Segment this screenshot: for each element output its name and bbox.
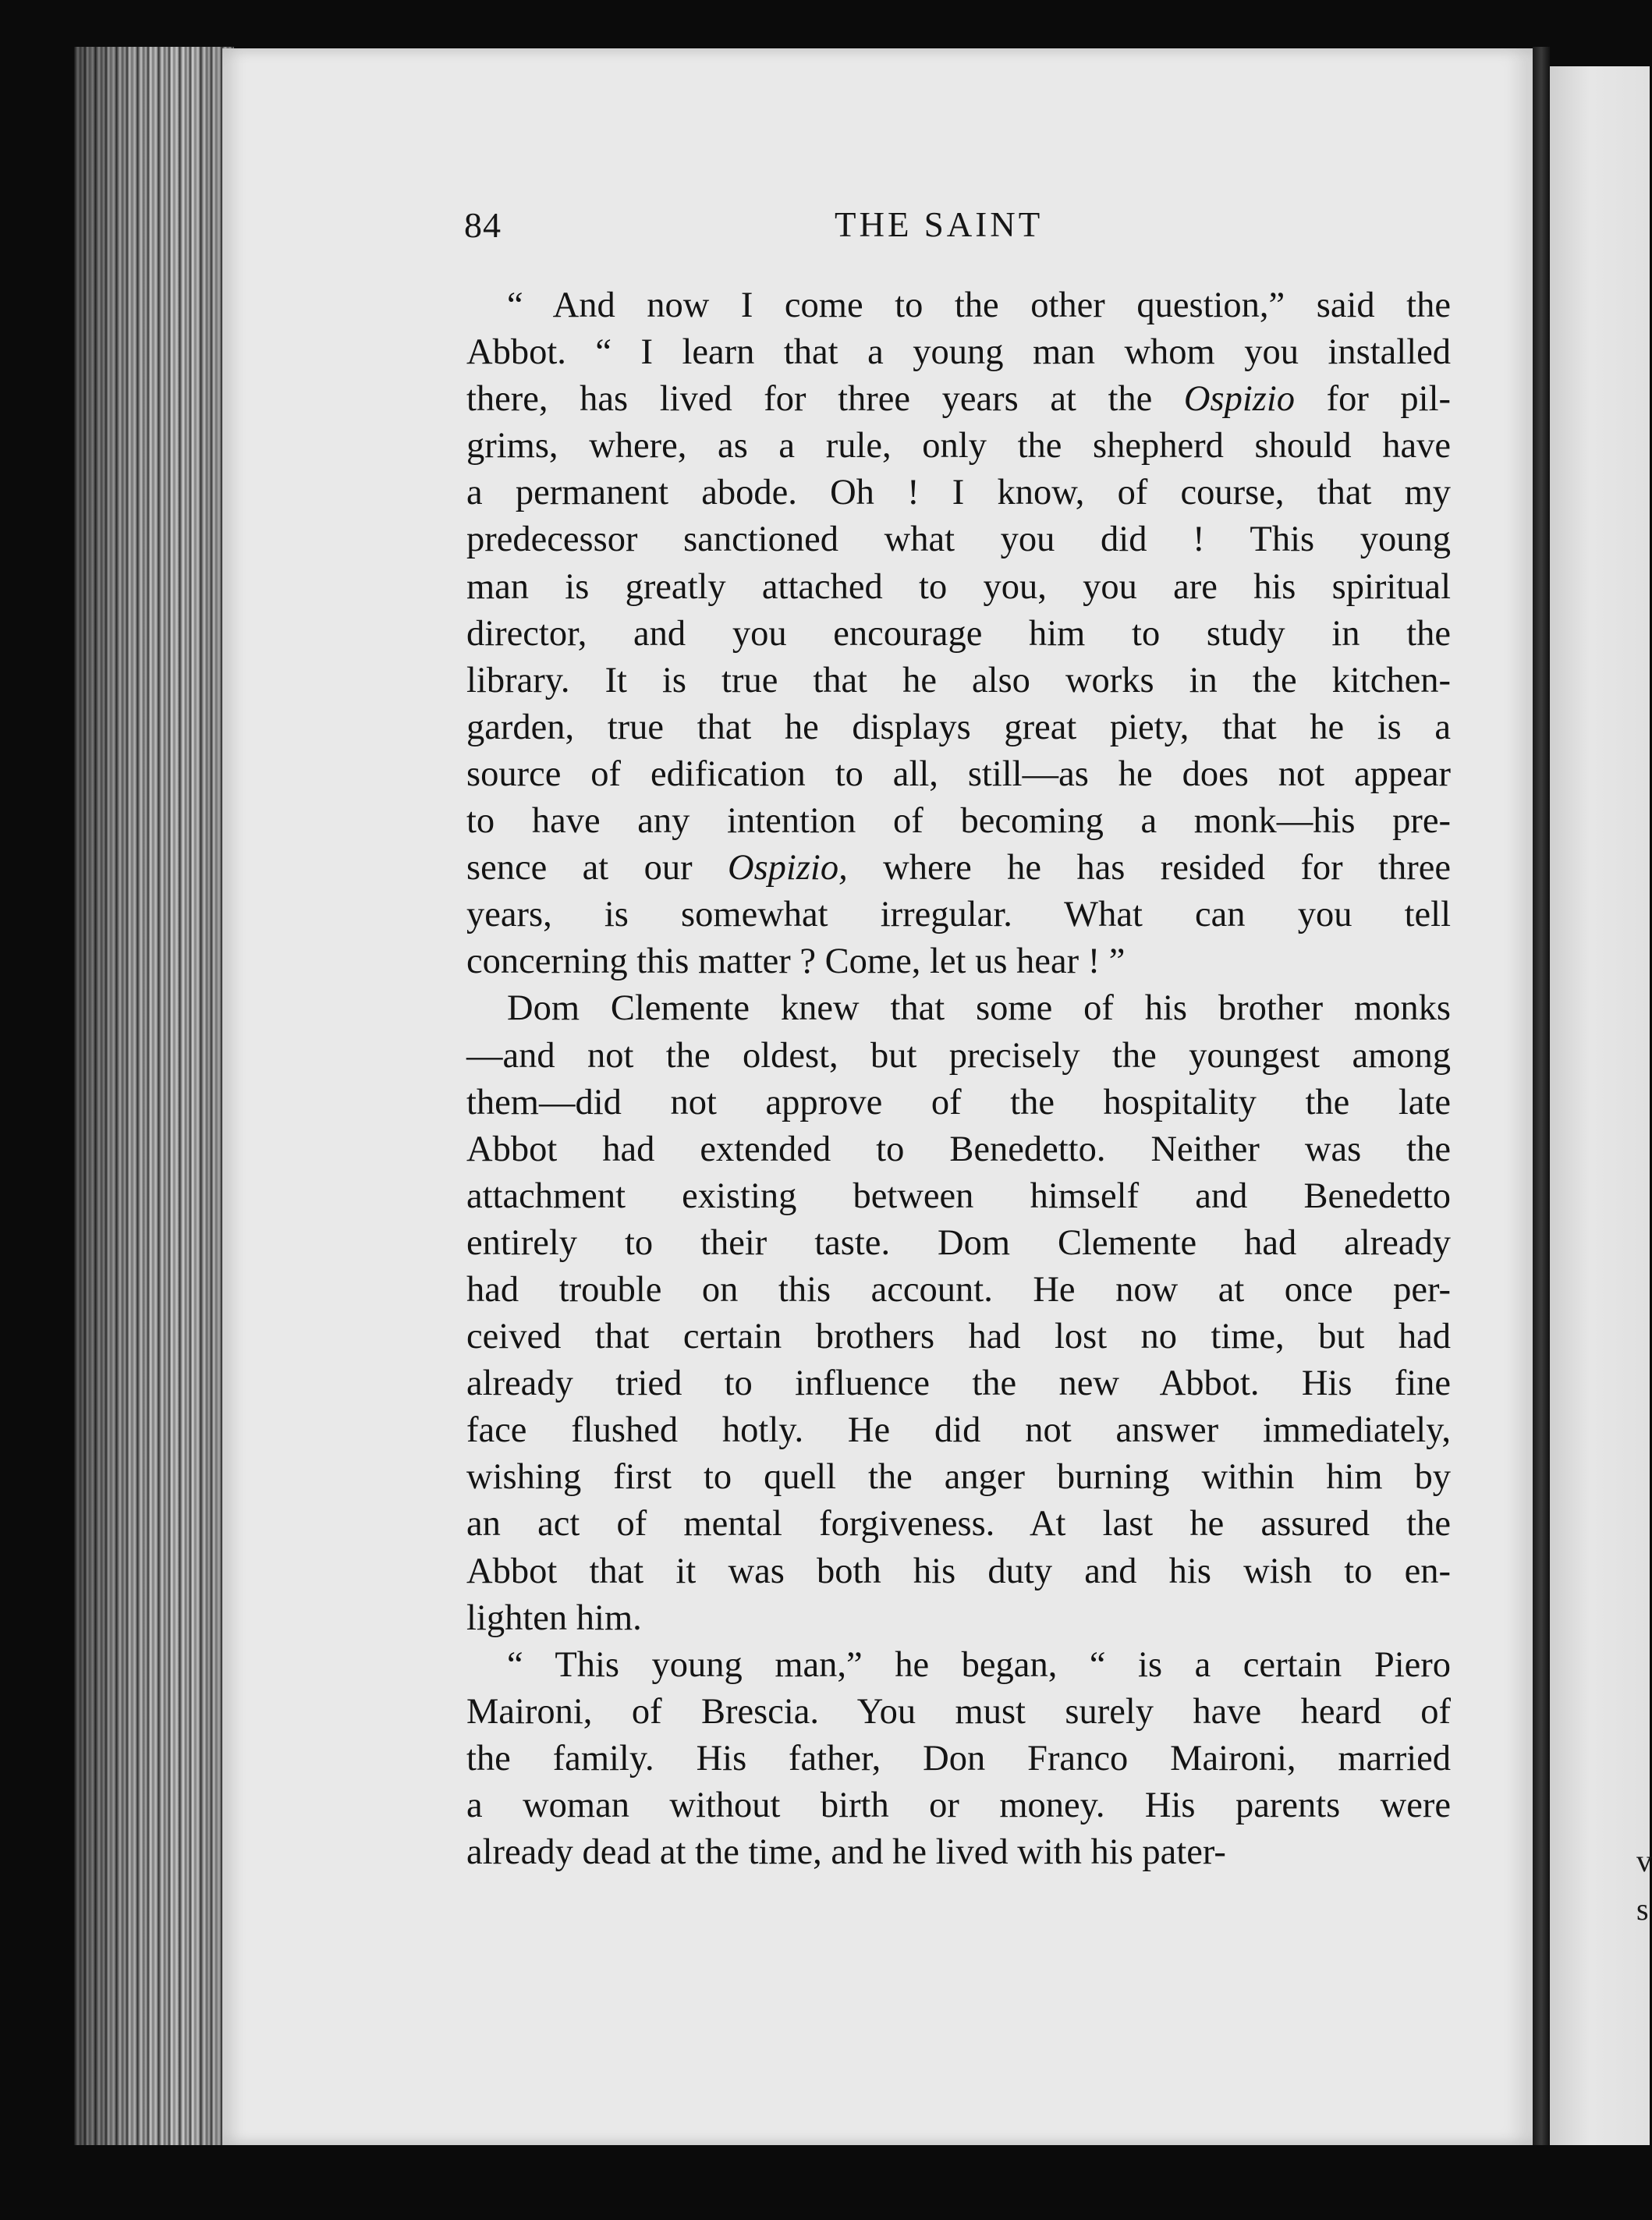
text-line xyxy=(466,892,1451,938)
next-page-fragment xyxy=(1636,1837,1650,1934)
text-run: years, is somewhat irregular. What can you tell xyxy=(466,895,1451,935)
italic-word: Ospizio, xyxy=(727,848,848,888)
text-line xyxy=(466,1642,1451,1689)
text-run: face flushed hotly. He did not answer immediately, xyxy=(466,1410,1451,1451)
text-run: —and not the oldest, but precisely the youngest among xyxy=(466,1035,1451,1076)
text-run: grims, where, as a rule, only the shepherd should have xyxy=(466,426,1451,466)
spine-shadow xyxy=(74,47,234,2145)
text-line xyxy=(466,516,1451,563)
text-run: for pil- xyxy=(1295,379,1451,420)
text-run: an act of mental forgiveness. At last he assured the xyxy=(466,1504,1451,1544)
text-line xyxy=(466,1033,1451,1080)
text-run: Abbot that it was both his duty and his wish to en- xyxy=(466,1551,1451,1591)
page-gutter xyxy=(1533,47,1550,2145)
text-run: garden, true that he displays great piety, that he is a xyxy=(466,707,1451,747)
text-line xyxy=(466,1407,1451,1454)
text-run: a woman without birth or money. His parents were xyxy=(466,1786,1451,1825)
text-run: Abbot had extended to Benedetto. Neither was the xyxy=(466,1129,1451,1169)
text-line xyxy=(466,1501,1451,1548)
page-number: 84 xyxy=(464,205,502,245)
text-run: director, and you encourage him to study in the xyxy=(466,613,1451,654)
text-line xyxy=(466,985,1451,1032)
text-line xyxy=(466,704,1451,751)
text-run: attachment existing between himself and Benedetto xyxy=(466,1176,1451,1216)
text-run: Maironi, of Brescia. You must surely have heard of xyxy=(466,1691,1451,1732)
text-run: source of edification to all, still—as he does not appear xyxy=(466,754,1451,794)
text-line xyxy=(466,1736,1451,1782)
text-run: ceived that certain brothers had lost no time, but had xyxy=(466,1317,1451,1357)
text-line xyxy=(466,1548,1451,1595)
text-run: “ This young man,” he began, “ is a certain Piero xyxy=(507,1644,1451,1685)
text-run: wishing first to quell the anger burning within him by xyxy=(466,1457,1451,1498)
text-run: them—did not approve of the hospitality the late xyxy=(466,1082,1451,1122)
text-line xyxy=(466,845,1451,892)
text-line xyxy=(466,1267,1451,1314)
next-page-fragment-line: s xyxy=(1636,1892,1649,1927)
text-run: already dead at the time, and he lived with his pater- xyxy=(466,1832,1226,1873)
text-line xyxy=(466,1126,1451,1173)
text-line xyxy=(466,751,1451,798)
text-line xyxy=(466,1080,1451,1126)
body-text xyxy=(466,282,1451,1876)
text-line xyxy=(466,1829,1451,1876)
text-line xyxy=(466,376,1451,423)
text-run: already tried to influence the new Abbot. His fine xyxy=(466,1364,1451,1404)
next-page-fragment-line: v xyxy=(1636,1843,1652,1878)
text-run: entirely to their taste. Dom Clemente had already xyxy=(466,1222,1451,1263)
text-line xyxy=(466,658,1451,704)
paragraph xyxy=(466,1642,1451,1876)
text-run: to have any intention of becoming a monk—his pre- xyxy=(466,801,1451,842)
text-run: Abbot. “ I learn that a young man whom you installed xyxy=(466,332,1451,373)
paragraph xyxy=(466,985,1451,1641)
text-run: concerning this matter ? Come, let us hear ! ” xyxy=(466,942,1126,982)
text-line xyxy=(466,1173,1451,1220)
text-line xyxy=(466,423,1451,470)
text-line xyxy=(466,1220,1451,1267)
text-run: library. It is true that he also works in the kitchen- xyxy=(466,660,1451,700)
text-line xyxy=(466,1454,1451,1501)
text-line xyxy=(466,1782,1451,1829)
text-run: had trouble on this account. He now at once per- xyxy=(466,1269,1451,1310)
text-line xyxy=(466,938,1451,985)
text-run: Dom Clemente knew that some of his brother monks xyxy=(507,988,1451,1029)
text-run: man is greatly attached to you, you are his spiritual xyxy=(466,566,1451,607)
running-title: THE SAINT xyxy=(835,205,1044,244)
running-head xyxy=(464,204,1455,251)
text-run: “ And now I come to the other question,” said the xyxy=(507,285,1451,325)
text-line xyxy=(466,282,1451,329)
italic-word: Ospizio xyxy=(1183,379,1296,420)
text-run: sence at our xyxy=(466,848,728,888)
text-line xyxy=(466,1595,1451,1642)
text-run: predecessor sanctioned what you did ! This young xyxy=(466,520,1451,560)
text-line xyxy=(466,470,1451,516)
paragraph xyxy=(466,282,1451,985)
text-run: a permanent abode. Oh ! I know, of course, that my xyxy=(466,473,1451,513)
text-line xyxy=(466,1360,1451,1407)
text-line xyxy=(466,798,1451,845)
text-line xyxy=(466,1689,1451,1736)
text-run: the family. His father, Don Franco Maironi, married xyxy=(466,1738,1451,1778)
text-line xyxy=(466,329,1451,376)
text-run: there, has lived for three years at the xyxy=(466,379,1184,420)
text-run: where he has resided for three xyxy=(847,848,1451,888)
text-line xyxy=(466,1314,1451,1360)
next-page-edge xyxy=(1550,66,1650,2145)
text-line xyxy=(466,564,1451,611)
text-run: lighten him. xyxy=(466,1598,642,1638)
text-line xyxy=(466,611,1451,658)
